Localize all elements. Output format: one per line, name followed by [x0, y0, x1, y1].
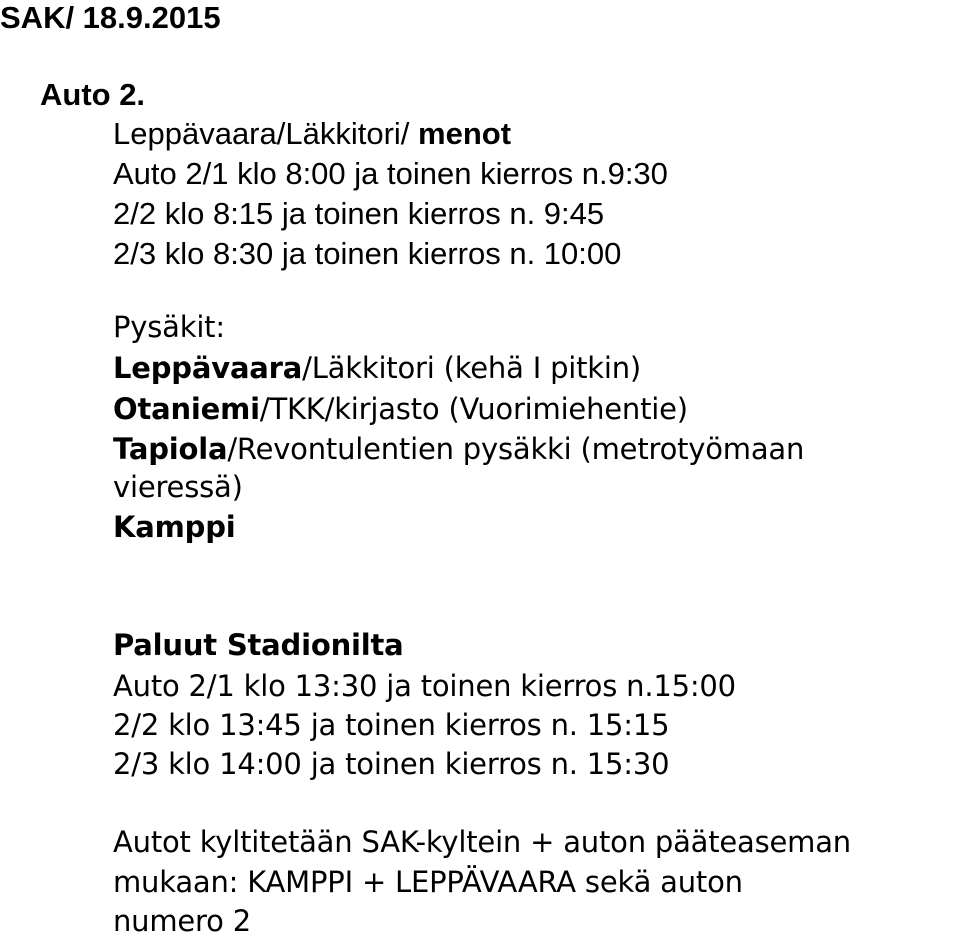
returns-title: Paluut Stadionilta — [113, 628, 404, 662]
return-line: 2/2 klo 13:45 ja toinen kierros n. 15:15 — [113, 708, 670, 742]
route-heading — [113, 118, 511, 149]
route-place: Leppävaara/Läkkitori/ — [113, 116, 410, 151]
stop-item — [113, 351, 642, 385]
stop-detail: /Läkkitori (kehä I pitkin) — [302, 351, 642, 385]
route-direction: menot — [418, 116, 512, 151]
stop-item — [113, 392, 688, 426]
departure-line: Auto 2/1 klo 8:00 ja toinen kierros n.9:30 — [113, 156, 668, 191]
stop-name: Kamppi — [113, 510, 236, 544]
signage-note-line: mukaan: KAMPPI + LEPPÄVAARA sekä auton — [113, 865, 743, 899]
stop-detail: /Revontulentien pysäkki (metrotyömaan — [227, 432, 805, 466]
stop-detail-continuation: vieressä) — [113, 470, 243, 504]
signage-note-line: numero 2 — [113, 904, 251, 938]
departure-line: 2/3 klo 8:30 ja toinen kierros n. 10:00 — [113, 236, 622, 271]
stop-name: Leppävaara — [113, 351, 303, 385]
signage-note-line: Autot kyltitetään SAK-kyltein + auton pääteaseman — [113, 825, 851, 859]
stops-label: Pysäkit: — [113, 310, 225, 344]
document-header: SAK/ 18.9.2015 — [0, 0, 221, 35]
stop-detail: /TKK/kirjasto (Vuorimiehentie) — [259, 392, 688, 426]
return-line: Auto 2/1 klo 13:30 ja toinen kierros n.15:00 — [113, 669, 736, 703]
auto-title: Auto 2. — [40, 77, 146, 112]
departure-line: 2/2 klo 8:15 ja toinen kierros n. 9:45 — [113, 196, 605, 231]
return-line: 2/3 klo 14:00 ja toinen kierros n. 15:30 — [113, 747, 670, 781]
stop-name: Tapiola — [113, 432, 228, 466]
stop-item — [113, 432, 805, 466]
stop-name: Otaniemi — [113, 392, 260, 426]
